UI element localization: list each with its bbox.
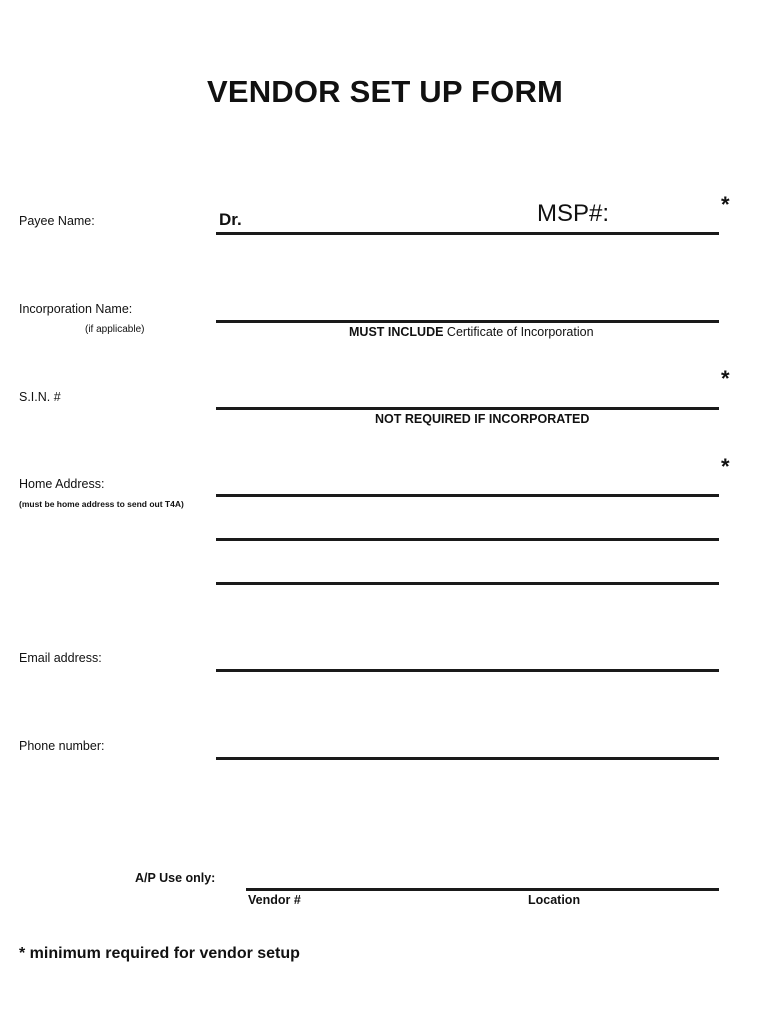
msp-number-input[interactable]	[618, 206, 714, 228]
home-address-sub-label: (must be home address to send out T4A)	[19, 499, 184, 509]
email-input[interactable]	[218, 647, 716, 667]
home-address-line-3	[216, 582, 719, 585]
home-address-label: Home Address:	[19, 477, 105, 491]
incorporation-sub-label: (if applicable)	[85, 324, 145, 335]
sin-label: S.I.N. #	[19, 390, 61, 404]
incorporation-note-bold: MUST INCLUDE	[349, 325, 444, 339]
msp-label: MSP#:	[537, 200, 610, 227]
incorporation-name-line	[216, 320, 719, 323]
location-label: Location	[528, 893, 581, 907]
payee-name-line	[216, 232, 719, 235]
ap-use-label: A/P Use only:	[135, 871, 216, 885]
payee-name-input[interactable]	[250, 210, 530, 230]
required-marker-address: *	[721, 454, 730, 479]
vendor-number-label: Vendor #	[248, 893, 301, 907]
payee-prefix: Dr.	[219, 210, 242, 229]
location-input[interactable]	[528, 866, 716, 886]
page-title: VENDOR SET UP FORM	[206, 74, 564, 109]
required-marker-payee: *	[721, 192, 730, 217]
incorporation-note	[349, 325, 594, 339]
phone-label: Phone number:	[19, 739, 105, 753]
incorporation-note-rest: Certificate of Incorporation	[443, 325, 594, 339]
required-marker-sin: *	[721, 366, 730, 391]
home-address-line-2	[216, 538, 719, 541]
email-line	[216, 669, 719, 672]
phone-line	[216, 757, 719, 760]
incorporation-name-input[interactable]	[218, 298, 716, 318]
footer-note: * minimum required for vendor setup	[19, 945, 300, 962]
sin-note: NOT REQUIRED IF INCORPORATED	[375, 412, 590, 426]
sin-input[interactable]	[218, 385, 716, 405]
phone-input[interactable]	[218, 734, 716, 754]
vendor-number-input[interactable]	[248, 866, 518, 886]
payee-name-label: Payee Name:	[19, 214, 95, 228]
ap-line	[246, 888, 719, 891]
sin-line	[216, 407, 719, 410]
home-address-line2-input[interactable]	[218, 516, 716, 536]
email-label: Email address:	[19, 651, 102, 665]
home-address-line-1	[216, 494, 719, 497]
home-address-line1-input[interactable]	[218, 472, 716, 492]
home-address-line3-input[interactable]	[218, 560, 716, 580]
incorporation-name-label: Incorporation Name:	[19, 302, 133, 316]
